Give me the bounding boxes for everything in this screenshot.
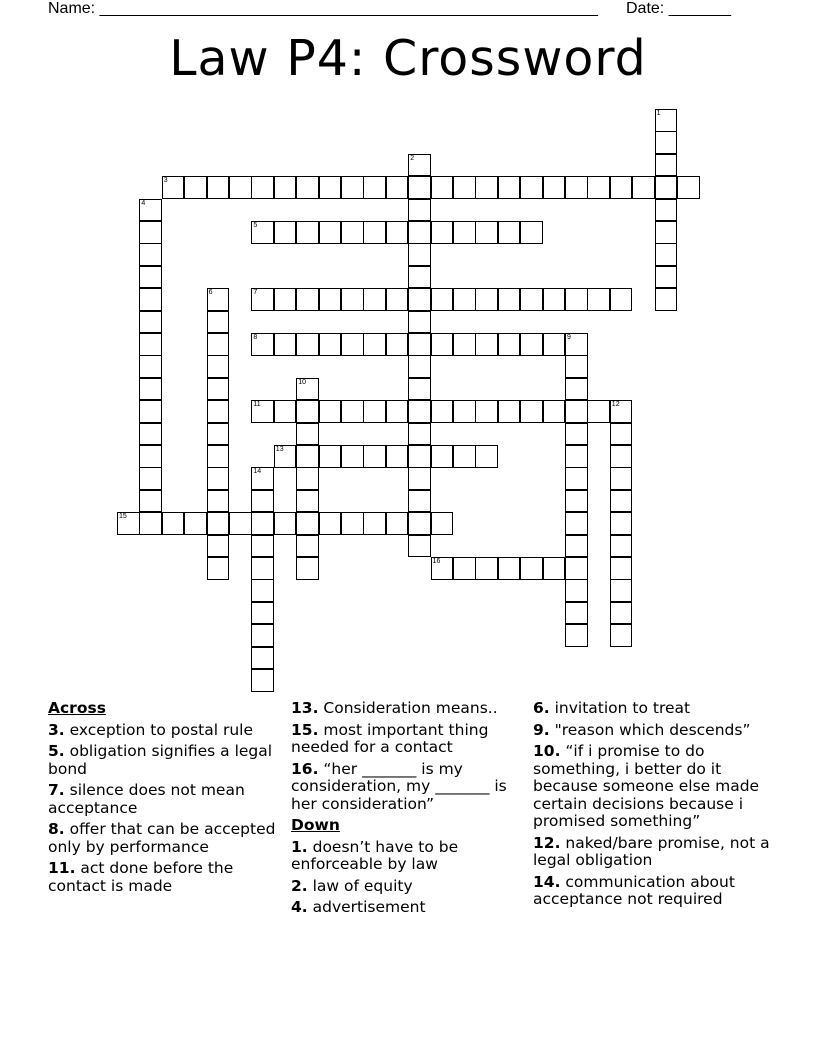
crossword-cell[interactable] bbox=[543, 400, 566, 423]
crossword-cell[interactable] bbox=[363, 176, 386, 199]
clue-item-text: “if i promise to do something, i better do it because someone else made certain decisions because i promised something” bbox=[533, 742, 760, 830]
crossword-cell[interactable] bbox=[251, 400, 274, 423]
clue-number: 11 bbox=[253, 401, 261, 409]
crossword-cell[interactable] bbox=[431, 512, 454, 535]
crossword-cell[interactable] bbox=[655, 109, 678, 132]
crossword-cell[interactable] bbox=[139, 445, 162, 468]
across-clue-list bbox=[48, 722, 276, 896]
crossword-cell[interactable] bbox=[274, 512, 297, 535]
crossword-cell[interactable] bbox=[655, 199, 678, 222]
clue-item bbox=[291, 761, 523, 814]
clue-item bbox=[291, 878, 523, 896]
clue-item-text: most important thing needed for a contact bbox=[291, 720, 489, 756]
clue-number: 10 bbox=[298, 378, 306, 386]
crossword-cell[interactable] bbox=[319, 288, 342, 311]
clue-item-number: 7. bbox=[48, 781, 65, 799]
crossword-cell[interactable] bbox=[251, 579, 274, 602]
crossword-cell[interactable] bbox=[610, 512, 633, 535]
crossword-cell[interactable] bbox=[610, 288, 633, 311]
clue-item-text: advertisement bbox=[307, 898, 426, 916]
crossword-cell[interactable] bbox=[207, 445, 230, 468]
crossword-cell[interactable] bbox=[475, 176, 498, 199]
crossword-cell[interactable] bbox=[139, 400, 162, 423]
crossword-cell[interactable] bbox=[139, 467, 162, 490]
clue-item bbox=[291, 722, 523, 757]
crossword-cell[interactable] bbox=[498, 176, 521, 199]
crossword-cell[interactable] bbox=[139, 288, 162, 311]
clue-item-text: silence does not mean acceptance bbox=[48, 781, 245, 817]
crossword-cell[interactable] bbox=[408, 490, 431, 513]
crossword-cell[interactable] bbox=[655, 288, 678, 311]
crossword-cell[interactable] bbox=[139, 266, 162, 289]
crossword-cell[interactable] bbox=[475, 288, 498, 311]
crossword-cell[interactable] bbox=[274, 176, 297, 199]
crossword-cell[interactable] bbox=[610, 467, 633, 490]
crossword-cell[interactable] bbox=[565, 602, 588, 625]
clue-number: 6 bbox=[208, 289, 213, 297]
clue-item-number: 2. bbox=[291, 876, 308, 895]
crossword-cell[interactable] bbox=[363, 445, 386, 468]
crossword-cell[interactable] bbox=[475, 221, 498, 244]
crossword-cell[interactable] bbox=[565, 400, 588, 423]
crossword-cell[interactable] bbox=[565, 355, 588, 378]
crossword-cell[interactable] bbox=[565, 445, 588, 468]
crossword-cell[interactable] bbox=[453, 557, 476, 580]
crossword-cell[interactable] bbox=[408, 266, 431, 289]
crossword-cell[interactable] bbox=[363, 221, 386, 244]
crossword-cell[interactable] bbox=[274, 288, 297, 311]
crossword-cell[interactable] bbox=[677, 176, 700, 199]
clue-item-number: 1. bbox=[291, 837, 308, 856]
clue-number: 7 bbox=[253, 289, 258, 297]
crossword-cell[interactable] bbox=[453, 176, 476, 199]
clue-item-text: Consideration means.. bbox=[318, 699, 498, 717]
crossword-cell[interactable] bbox=[610, 602, 633, 625]
clue-item-number: 6. bbox=[533, 699, 550, 717]
clue-item-text: act done before the contact is made bbox=[48, 859, 234, 895]
clue-item bbox=[48, 860, 276, 895]
crossword-cell[interactable] bbox=[655, 131, 678, 154]
crossword-cell[interactable] bbox=[431, 400, 454, 423]
clue-number: 12 bbox=[611, 401, 620, 409]
crossword-cell[interactable] bbox=[341, 221, 364, 244]
clue-item bbox=[533, 874, 773, 909]
crossword-cell[interactable] bbox=[543, 176, 566, 199]
crossword-cell[interactable] bbox=[251, 512, 274, 535]
crossword-cell[interactable] bbox=[296, 333, 319, 356]
crossword-cell[interactable] bbox=[207, 557, 230, 580]
across-clue-list-continued bbox=[291, 700, 523, 813]
crossword-cell[interactable] bbox=[341, 445, 364, 468]
crossword-cell[interactable] bbox=[386, 221, 409, 244]
crossword-cell[interactable] bbox=[296, 400, 319, 423]
crossword-cell[interactable] bbox=[408, 311, 431, 334]
crossword-cell[interactable] bbox=[319, 512, 342, 535]
clue-item-text: “her _______ is my consideration, my _______ is her consideration” bbox=[291, 759, 507, 813]
crossword-cell[interactable] bbox=[207, 535, 230, 558]
crossword-cell[interactable] bbox=[139, 490, 162, 513]
crossword-cell[interactable] bbox=[139, 512, 162, 535]
crossword-cell[interactable] bbox=[408, 535, 431, 558]
clue-number: 2 bbox=[410, 154, 415, 162]
crossword-cell[interactable] bbox=[431, 557, 454, 580]
crossword-cell[interactable] bbox=[162, 512, 185, 535]
crossword-cell[interactable] bbox=[251, 647, 274, 670]
crossword-cell[interactable] bbox=[296, 490, 319, 513]
clue-number: 5 bbox=[253, 222, 258, 229]
crossword-cell[interactable] bbox=[408, 199, 431, 222]
crossword-cell[interactable] bbox=[475, 333, 498, 356]
crossword-cell[interactable] bbox=[610, 624, 633, 647]
crossword-cell[interactable] bbox=[341, 400, 364, 423]
clue-item-number: 4. bbox=[291, 898, 308, 916]
clue-item-number: 13. bbox=[291, 699, 319, 717]
crossword-cell[interactable] bbox=[655, 243, 678, 266]
crossword-cell[interactable] bbox=[475, 557, 498, 580]
crossword-cell[interactable] bbox=[565, 378, 588, 401]
down-clue-list-continued bbox=[533, 700, 773, 909]
crossword-cell[interactable] bbox=[498, 333, 521, 356]
crossword-cell[interactable] bbox=[655, 221, 678, 244]
crossword-cell[interactable] bbox=[386, 512, 409, 535]
crossword-cell[interactable] bbox=[296, 288, 319, 311]
crossword-cell[interactable] bbox=[274, 333, 297, 356]
crossword-cell[interactable] bbox=[475, 445, 498, 468]
clue-item-text: naked/bare promise, not a legal obligation bbox=[533, 833, 770, 869]
down-heading: Down bbox=[291, 816, 340, 834]
crossword-cell[interactable] bbox=[408, 378, 431, 401]
crossword-cell[interactable] bbox=[139, 333, 162, 356]
clue-item-number: 11. bbox=[48, 859, 76, 877]
crossword-cell[interactable] bbox=[207, 176, 230, 199]
clue-item-number: 16. bbox=[291, 759, 319, 778]
crossword-cell[interactable] bbox=[431, 176, 454, 199]
crossword-cell[interactable] bbox=[341, 288, 364, 311]
crossword-cell[interactable] bbox=[453, 288, 476, 311]
crossword-cell[interactable] bbox=[565, 535, 588, 558]
crossword-cell[interactable] bbox=[207, 378, 230, 401]
crossword-cell[interactable] bbox=[139, 243, 162, 266]
crossword-cell[interactable] bbox=[319, 176, 342, 199]
clue-item-number: 3. bbox=[48, 720, 65, 739]
crossword-cell[interactable] bbox=[184, 512, 207, 535]
crossword-cell[interactable] bbox=[632, 176, 655, 199]
clue-item-number: 8. bbox=[48, 820, 65, 838]
crossword-cell[interactable] bbox=[139, 311, 162, 334]
crossword-cell[interactable] bbox=[408, 154, 431, 177]
crossword-cell[interactable] bbox=[408, 288, 431, 311]
crossword-cell[interactable] bbox=[431, 288, 454, 311]
crossword-cell[interactable] bbox=[408, 176, 431, 199]
crossword-cell[interactable] bbox=[251, 602, 274, 625]
clue-number: 3 bbox=[163, 177, 168, 185]
clue-item bbox=[48, 821, 276, 856]
crossword-cell[interactable] bbox=[587, 176, 610, 199]
crossword-cell[interactable] bbox=[229, 176, 252, 199]
crossword-cell[interactable] bbox=[341, 512, 364, 535]
crossword-cell[interactable] bbox=[207, 490, 230, 513]
crossword-cell[interactable] bbox=[610, 535, 633, 558]
crossword-cell[interactable] bbox=[296, 512, 319, 535]
crossword-cell[interactable] bbox=[543, 333, 566, 356]
clue-number: 14 bbox=[253, 468, 262, 476]
crossword-cell[interactable] bbox=[431, 221, 454, 244]
crossword-cell[interactable] bbox=[565, 512, 588, 535]
crossword-cell[interactable] bbox=[408, 423, 431, 446]
crossword-cell[interactable] bbox=[296, 535, 319, 558]
crossword-cell[interactable] bbox=[363, 333, 386, 356]
crossword-cell[interactable] bbox=[386, 176, 409, 199]
crossword-cell[interactable] bbox=[251, 467, 274, 490]
crossword-cell[interactable] bbox=[274, 445, 297, 468]
clue-item-text: obligation signifies a legal bond bbox=[48, 742, 273, 778]
crossword-cell[interactable] bbox=[655, 154, 678, 177]
crossword-cell[interactable] bbox=[207, 333, 230, 356]
crossword-cell[interactable] bbox=[453, 221, 476, 244]
crossword-cell[interactable] bbox=[251, 535, 274, 558]
crossword-cell[interactable] bbox=[251, 669, 274, 692]
crossword-cell[interactable] bbox=[610, 400, 633, 423]
crossword-cell[interactable] bbox=[565, 557, 588, 580]
crossword-cell[interactable] bbox=[565, 288, 588, 311]
clue-item bbox=[533, 722, 773, 740]
crossword-cell[interactable] bbox=[587, 288, 610, 311]
crossword-cell[interactable] bbox=[543, 557, 566, 580]
crossword-cell[interactable] bbox=[520, 333, 543, 356]
crossword-cell[interactable] bbox=[207, 355, 230, 378]
crossword-cell[interactable] bbox=[498, 288, 521, 311]
crossword-cell[interactable] bbox=[251, 176, 274, 199]
crossword-cell[interactable] bbox=[386, 288, 409, 311]
crossword-cell[interactable] bbox=[296, 176, 319, 199]
crossword-cell[interactable] bbox=[498, 400, 521, 423]
crossword-cell[interactable] bbox=[251, 557, 274, 580]
clues-column-2 bbox=[291, 700, 523, 921]
clue-item bbox=[533, 743, 773, 831]
crossword-cell[interactable] bbox=[296, 221, 319, 244]
crossword-cell[interactable] bbox=[610, 579, 633, 602]
crossword-cell[interactable] bbox=[139, 423, 162, 446]
crossword-cell[interactable] bbox=[610, 490, 633, 513]
crossword-cell[interactable] bbox=[520, 557, 543, 580]
crossword-cell[interactable] bbox=[475, 400, 498, 423]
crossword-cell[interactable] bbox=[386, 445, 409, 468]
crossword-cell[interactable] bbox=[207, 288, 230, 311]
crossword-cell[interactable] bbox=[498, 557, 521, 580]
clue-item bbox=[48, 743, 276, 778]
crossword-cell[interactable] bbox=[319, 445, 342, 468]
crossword-cell[interactable] bbox=[655, 266, 678, 289]
crossword-cell[interactable] bbox=[408, 333, 431, 356]
crossword-cell[interactable] bbox=[319, 400, 342, 423]
crossword-cell[interactable] bbox=[207, 423, 230, 446]
clue-item-text: doesn’t have to be enforceable by law bbox=[291, 837, 459, 873]
crossword-cell[interactable] bbox=[453, 445, 476, 468]
clue-item-text: "reason which descends” bbox=[549, 720, 751, 739]
crossword-cell[interactable] bbox=[610, 445, 633, 468]
crossword-cell[interactable] bbox=[251, 333, 274, 356]
crossword-cell[interactable] bbox=[274, 221, 297, 244]
crossword-cell[interactable] bbox=[610, 176, 633, 199]
crossword-cell[interactable] bbox=[207, 512, 230, 535]
crossword-cell[interactable] bbox=[543, 288, 566, 311]
clue-number: 8 bbox=[253, 334, 258, 341]
clue-item-number: 12. bbox=[533, 833, 561, 852]
clue-item bbox=[533, 700, 773, 718]
crossword-cell[interactable] bbox=[139, 221, 162, 244]
clue-number: 9 bbox=[567, 334, 571, 341]
crossword-cell[interactable] bbox=[363, 512, 386, 535]
clues-column-3 bbox=[533, 700, 773, 913]
clue-number: 15 bbox=[119, 513, 127, 521]
clue-number: 4 bbox=[141, 199, 146, 207]
crossword-cell[interactable] bbox=[229, 512, 252, 535]
crossword-cell[interactable] bbox=[565, 176, 588, 199]
page-title: Law P4: Crossword bbox=[169, 30, 647, 87]
crossword-cell[interactable] bbox=[274, 400, 297, 423]
clue-item-text: exception to postal rule bbox=[64, 720, 254, 739]
clue-number: 16 bbox=[432, 558, 441, 565]
crossword-cell[interactable] bbox=[520, 288, 543, 311]
crossword-cell[interactable] bbox=[520, 400, 543, 423]
clue-item bbox=[48, 782, 276, 817]
clue-item bbox=[291, 700, 523, 718]
crossword-cell[interactable] bbox=[363, 400, 386, 423]
crossword-cell[interactable] bbox=[453, 400, 476, 423]
down-clue-list bbox=[291, 839, 523, 917]
crossword-cell[interactable] bbox=[296, 467, 319, 490]
crossword-cell[interactable] bbox=[207, 311, 230, 334]
crossword-cell[interactable] bbox=[296, 423, 319, 446]
crossword-cell[interactable] bbox=[408, 467, 431, 490]
crossword-cell[interactable] bbox=[408, 243, 431, 266]
crossword-cell[interactable] bbox=[251, 221, 274, 244]
clue-number: 13 bbox=[275, 446, 284, 453]
crossword-cell[interactable] bbox=[655, 176, 678, 199]
clue-item-text: law of equity bbox=[307, 876, 413, 895]
crossword-cell[interactable] bbox=[408, 221, 431, 244]
crossword-cell[interactable] bbox=[386, 333, 409, 356]
crossword-cell[interactable] bbox=[319, 333, 342, 356]
crossword-cell[interactable] bbox=[251, 490, 274, 513]
clue-item-number: 10. bbox=[533, 742, 561, 760]
crossword-cell[interactable] bbox=[386, 400, 409, 423]
crossword-cell[interactable] bbox=[207, 400, 230, 423]
crossword-cell[interactable] bbox=[453, 333, 476, 356]
crossword-cell[interactable] bbox=[251, 288, 274, 311]
clues-column-1 bbox=[48, 700, 276, 899]
crossword-cell[interactable] bbox=[565, 624, 588, 647]
crossword-cell[interactable] bbox=[162, 176, 185, 199]
crossword-cell[interactable] bbox=[341, 176, 364, 199]
crossword-cell[interactable] bbox=[207, 467, 230, 490]
crossword-cell[interactable] bbox=[408, 445, 431, 468]
crossword-cell[interactable] bbox=[251, 624, 274, 647]
clue-item-number: 9. bbox=[533, 720, 550, 739]
crossword-cell[interactable] bbox=[565, 579, 588, 602]
name-field-line[interactable]: Name: ________________________________________________________ bbox=[48, 0, 598, 17]
crossword-cell[interactable] bbox=[587, 400, 610, 423]
across-heading: Across bbox=[48, 699, 106, 717]
clue-item-number: 14. bbox=[533, 872, 561, 891]
crossword-cell[interactable] bbox=[520, 176, 543, 199]
clue-item-number: 5. bbox=[48, 742, 65, 760]
clue-item bbox=[291, 899, 523, 917]
crossword-cell[interactable] bbox=[408, 400, 431, 423]
clue-number: 1 bbox=[656, 110, 661, 117]
crossword-cell[interactable] bbox=[431, 333, 454, 356]
crossword-cell[interactable] bbox=[296, 557, 319, 580]
crossword-cell[interactable] bbox=[520, 221, 543, 244]
crossword-cell[interactable] bbox=[565, 467, 588, 490]
crossword-cell[interactable] bbox=[565, 490, 588, 513]
crossword-cell[interactable] bbox=[184, 176, 207, 199]
crossword-cell[interactable] bbox=[319, 221, 342, 244]
date-field-line[interactable]: Date: _______ bbox=[626, 0, 731, 17]
crossword-cell[interactable] bbox=[139, 199, 162, 222]
crossword-cell[interactable] bbox=[565, 333, 588, 356]
crossword-cell[interactable] bbox=[296, 445, 319, 468]
clue-item-number: 15. bbox=[291, 720, 319, 739]
crossword-cell[interactable] bbox=[610, 557, 633, 580]
crossword-cell[interactable] bbox=[431, 445, 454, 468]
clue-item-text: offer that can be accepted only by performance bbox=[48, 820, 276, 856]
crossword-cell[interactable] bbox=[341, 333, 364, 356]
crossword-cell[interactable] bbox=[408, 355, 431, 378]
clue-item-text: communication about acceptance not required bbox=[533, 872, 735, 908]
crossword-cell[interactable] bbox=[139, 378, 162, 401]
crossword-cell[interactable] bbox=[296, 378, 319, 401]
crossword-cell[interactable] bbox=[117, 512, 140, 535]
crossword-cell[interactable] bbox=[408, 512, 431, 535]
crossword-cell[interactable] bbox=[565, 423, 588, 446]
crossword-cell[interactable] bbox=[610, 423, 633, 446]
clue-item-text: invitation to treat bbox=[549, 699, 691, 717]
clue-item bbox=[291, 839, 523, 874]
clue-item bbox=[48, 722, 276, 740]
clue-item bbox=[533, 835, 773, 870]
crossword-cell[interactable] bbox=[363, 288, 386, 311]
crossword-cell[interactable] bbox=[139, 355, 162, 378]
crossword-cell[interactable] bbox=[498, 221, 521, 244]
